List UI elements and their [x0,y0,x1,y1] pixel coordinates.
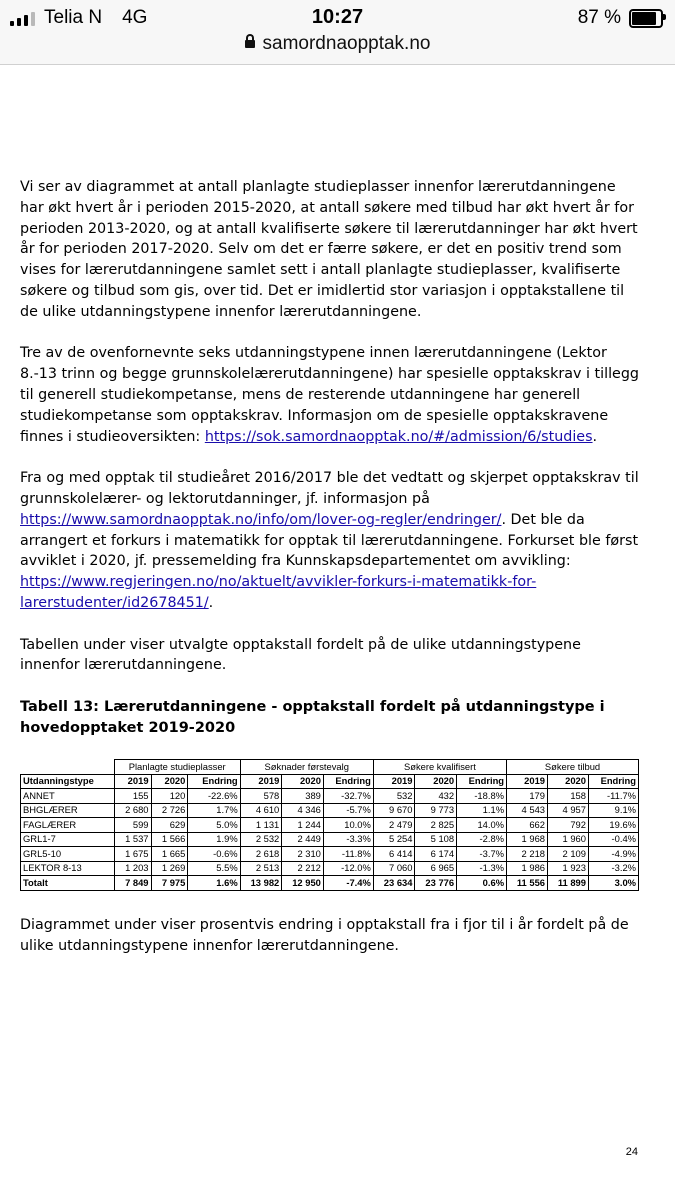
table-cell: -2.8% [457,832,507,847]
table-cell: 7 060 [373,861,415,876]
paragraph-3-text-1: Fra og med opptak til studieåret 2016/2017 ble det vedtatt og skjerpet opptakskrav til grunnskolelærer- og lektorutdanninger, jf. informasjon på [20,470,639,507]
table-body [21,789,639,891]
table-cell: 4 543 [507,803,548,818]
table-cell: -18.8% [457,789,507,804]
table-cell: -12.0% [323,861,373,876]
row-label: GRL5-10 [21,847,115,862]
table-cell: 7 849 [114,876,151,891]
table-row [21,832,639,847]
table-cell: 2 618 [240,847,282,862]
table-cell: 23 634 [373,876,415,891]
url-text[interactable]: samordnaopptak.no [262,33,431,54]
table-cell: 5 108 [415,832,457,847]
clock: 10:27 [311,6,364,28]
table-cell: 1 244 [282,818,324,833]
column-header: Endring [188,774,240,789]
paragraph-4: Tabellen under viser utvalgte opptakstall fordelt på de ulike utdanningstypene innenfor lærerutdanningene. [20,636,581,674]
table-cell: 662 [507,818,548,833]
table-cell: 1.7% [188,803,240,818]
table-cell: 4 957 [548,803,589,818]
group-header: Søkere kvalifisert [373,760,506,775]
table-corner [21,760,115,775]
table-cell: 12 950 [282,876,324,891]
table-cell: 1 269 [151,861,188,876]
paragraph-3 [20,468,640,614]
table-cell: -4.9% [588,847,638,862]
group-header: Søkere tilbud [507,760,639,775]
table-cell: -3.3% [323,832,373,847]
table-cell: 1.9% [188,832,240,847]
row-label: Totalt [21,876,115,891]
table-cell: 1 675 [114,847,151,862]
column-header: Endring [457,774,507,789]
column-header: 2019 [240,774,282,789]
lock-icon [245,40,255,48]
table-cell: 6 414 [373,847,415,862]
table-cell: -3.2% [588,861,638,876]
table-cell: 578 [240,789,282,804]
table-row [21,789,639,804]
table-cell: 2 218 [507,847,548,862]
table-cell: 599 [114,818,151,833]
table-cell: 2 449 [282,832,324,847]
endringer-link[interactable]: https://www.samordnaopptak.no/info/om/lover-og-regler/endringer/ [20,511,502,528]
row-label: GRL1-7 [21,832,115,847]
table-cell: 179 [507,789,548,804]
table-cell: 432 [415,789,457,804]
page-number: 24 [625,1146,638,1158]
column-header: 2020 [151,774,188,789]
table-cell: 2 212 [282,861,324,876]
table-cell: 2 513 [240,861,282,876]
table-column-header-row [21,774,639,789]
table-cell: 1 986 [507,861,548,876]
table-cell: -32.7% [323,789,373,804]
table-cell: 1 968 [507,832,548,847]
table-cell: 2 109 [548,847,589,862]
paragraph-after-table: Diagrammet under viser prosentvis endring i opptakstall fra i fjor til i år fordelt på de ulike utdanningstypene innenfor lærerutdanningene. [20,917,629,954]
table-cell: 19.6% [588,818,638,833]
column-header: 2020 [415,774,457,789]
table-cell: 2 479 [373,818,415,833]
table-cell: 1 131 [240,818,282,833]
battery-icon [629,9,663,28]
table-cell: -5.7% [323,803,373,818]
column-header: 2019 [114,774,151,789]
table-row [21,803,639,818]
table-cell: 5.5% [188,861,240,876]
table-cell: 11 899 [548,876,589,891]
table-cell: 2 532 [240,832,282,847]
table-cell: 532 [373,789,415,804]
battery-percent: 87 % [577,7,621,28]
battery-fill [632,12,656,25]
table-cell: 1 203 [114,861,151,876]
status-bar [0,0,675,65]
table-cell: 1 960 [548,832,589,847]
paragraph-2 [20,343,640,447]
column-header: 2019 [373,774,415,789]
table-cell: -0.4% [588,832,638,847]
table-cell: 158 [548,789,589,804]
table-cell: 1 923 [548,861,589,876]
table-cell: 2 726 [151,803,188,818]
column-header: Endring [588,774,638,789]
table-cell: -1.3% [457,861,507,876]
table-cell: 2 310 [282,847,324,862]
document-body [20,177,640,697]
paragraph-1: Vi ser av diagrammet at antall planlagte studieplasser innenfor lærerutdanningene har økt hvert år i perioden 2015-2020, at antall søkere med tilbud har økt hvert år for perioden 2013-2020, og at antall kvalifiserte søkere til lærerutdanninger har økt hvert år for perioden 2017-2020. Selv om det er færre søkere, er det en positiv trend som vises for lærerutdanningene samlet sett i antall planlagte studieplasser, kvalifiserte søkere og tilbud som gis, over tid. Det er imidlertid stor variasjon i opptakstallene til de ulike utdanningstypene innenfor lærerutdanningene. [20,179,638,320]
table-cell: 7 975 [151,876,188,891]
table-cell: -11.8% [323,847,373,862]
column-header: 2019 [507,774,548,789]
table-cell: -7.4% [323,876,373,891]
status-right [578,7,663,29]
table-cell: 1 537 [114,832,151,847]
column-header-type: Utdanningstype [21,774,115,789]
table-cell: 120 [151,789,188,804]
table-title: Tabell 13: Lærerutdanningene - opptakstall fordelt på utdanningstype i hovedopptaket 2019-2020 [20,699,605,736]
table-cell: 1.1% [457,803,507,818]
table-cell: -11.7% [588,789,638,804]
table-row [21,818,639,833]
paragraph-2-end: . [592,428,598,445]
table-cell: 11 556 [507,876,548,891]
table-cell: 5.0% [188,818,240,833]
table-cell: 10.0% [323,818,373,833]
column-header: 2020 [282,774,324,789]
table-cell: 5 254 [373,832,415,847]
table-cell: 0.6% [457,876,507,891]
table-row [21,847,639,862]
table-cell: 1 566 [151,832,188,847]
studies-link[interactable]: https://sok.samordnaopptak.no/#/admission/6/studies [204,428,593,445]
table-cell: 4 610 [240,803,282,818]
table-cell: 14.0% [457,818,507,833]
table-cell: -22.6% [188,789,240,804]
table-cell: 629 [151,818,188,833]
table-row [21,861,639,876]
column-header: Endring [323,774,373,789]
table-group-header-row [21,760,639,775]
paragraph-2-text: Tre av de ovenfornevnte seks utdanningstypene innen lærerutdanningene (Lektor 8.-13 trinn og begge grunnskolelærerutdanningene) har spesielle opptakskrav i tillegg til generell studiekompetanse, mens de resterende utdanningene har generell studiekompetanse som opptakskrav. Informasjon om de spesielle opptakskravene finnes i studieoversikten: [20,345,639,445]
table-cell: -3.7% [457,847,507,862]
table-cell: 9 670 [373,803,415,818]
table-cell: 6 965 [415,861,457,876]
table-cell: 9 773 [415,803,457,818]
row-label: FAGLÆRER [21,818,115,833]
table-cell: 155 [114,789,151,804]
row-label: LEKTOR 8-13 [21,861,115,876]
paragraph-3-text-2: . Det ble da arrangert et forkurs i matematikk for opptak til lærerutdanningene. Forkurset ble først avviklet i 2020, jf. pressemelding fra Kunnskapsdepartementet om avvikling: [20,511,639,570]
group-header: Søknader førstevalg [240,760,373,775]
table-cell: 1 665 [151,847,188,862]
table-cell: 13 982 [240,876,282,891]
regjeringen-link[interactable]: https://www.regjeringen.no/no/aktuelt/avvikler-forkurs-i-matematikk-for-larerstudenter/id2678451/ [20,574,537,611]
row-label: ANNET [21,789,115,804]
address-bar[interactable] [0,33,675,55]
table-cell: 4 346 [282,803,324,818]
group-header: Planlagte studieplasser [114,760,240,775]
table-cell: -0.6% [188,847,240,862]
table-cell: 2 825 [415,818,457,833]
row-label: BHGLÆRER [21,803,115,818]
table-total-row [21,876,639,891]
table-cell: 389 [282,789,324,804]
admission-table [20,759,639,891]
table-cell: 2 680 [114,803,151,818]
carrier-name: Telia N [44,7,103,28]
table-cell: 9.1% [588,803,638,818]
column-header: 2020 [548,774,589,789]
table-cell: 792 [548,818,589,833]
network-type: 4G [122,7,148,28]
table-cell: 3.0% [588,876,638,891]
table-cell: 6 174 [415,847,457,862]
table-cell: 1.6% [188,876,240,891]
table-cell: 23 776 [415,876,457,891]
paragraph-3-end: . [208,594,214,611]
